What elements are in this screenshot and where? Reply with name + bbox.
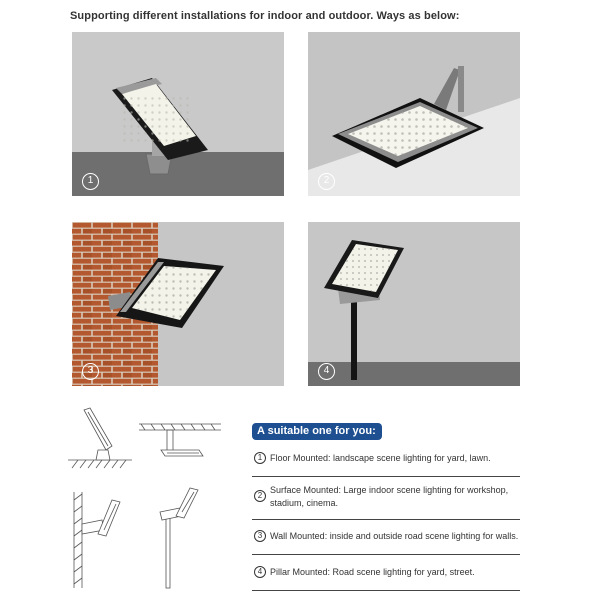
item-number: 1 [254, 452, 266, 464]
list-item [252, 445, 520, 477]
item-number: 4 [254, 566, 266, 578]
photo-number-badge: 3 [82, 363, 99, 380]
page-title: Supporting different installations for indoor and outdoor. Ways as below: [70, 10, 460, 22]
item-text: Pillar Mounted: Road scene lighting for yard, street. [270, 567, 475, 577]
pillar-mount-sketch [152, 486, 204, 590]
surface-mount-sketch [137, 420, 223, 462]
photo-number-badge: 1 [82, 173, 99, 190]
list-item [252, 477, 520, 520]
item-text: Floor Mounted: landscape scene lighting for yard, lawn. [270, 453, 491, 463]
item-number: 2 [254, 490, 266, 502]
photo-number-badge: 4 [318, 363, 335, 380]
photo-pillar-mounted [308, 222, 520, 386]
photo-floor-mounted [72, 32, 284, 196]
list-item [252, 555, 520, 591]
installation-list [252, 445, 520, 591]
photo-number-badge: 2 [318, 173, 335, 190]
item-text: Surface Mounted: Large indoor scene lighting for workshop, stadium, cinema. [270, 485, 509, 508]
suitable-heading: A suitable one for you: [252, 423, 382, 440]
item-text: Wall Mounted: inside and outside road scene lighting for walls. [270, 531, 519, 541]
floor-mount-sketch [66, 404, 134, 474]
list-item [252, 520, 520, 555]
item-number: 3 [254, 530, 266, 542]
photo-wall-mounted [72, 222, 284, 386]
photo-surface-mounted [308, 32, 520, 196]
wall-mount-sketch [68, 490, 130, 590]
